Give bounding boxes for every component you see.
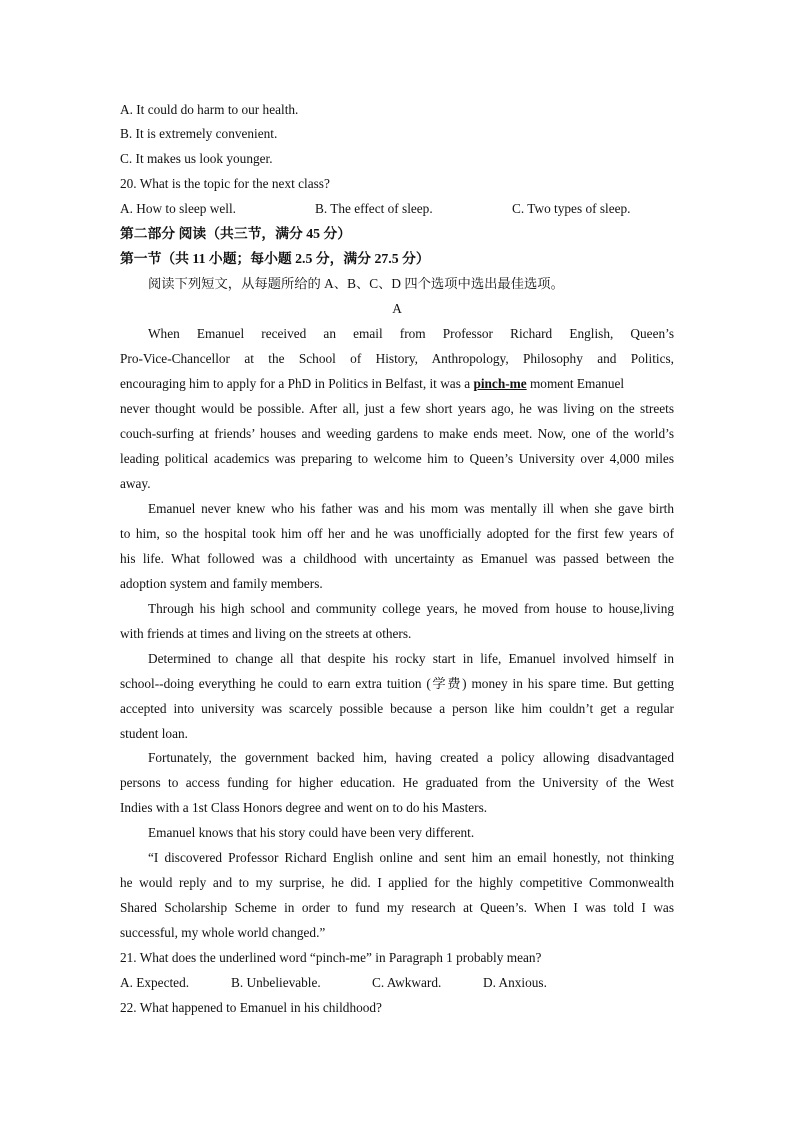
- q20-option-c: C. Two types of sleep.: [512, 201, 631, 216]
- p2-line-2: to him, so the hospital took him off her and he was unofficially adopted for the first few years of: [120, 526, 674, 541]
- q19-option-c: C. It makes us look younger.: [120, 151, 273, 166]
- p1-line-2: Pro-Vice-Chancellor at the School of History, Anthropology, Philosophy and Politics,: [120, 351, 674, 366]
- q21-options: [120, 970, 674, 995]
- p3-line-1: Through his high school and community college years, he moved from house to house,living: [148, 601, 674, 616]
- q20-option-b: B. The effect of sleep.: [315, 201, 433, 216]
- q21-option-c: C. Awkward.: [372, 975, 442, 990]
- reading-instruction: 阅读下列短文，从每题所给的 A、B、C、D 四个选项中选出最佳选项。: [148, 276, 564, 291]
- q21-option-b: B. Unbelievable.: [231, 975, 321, 990]
- pinch-me-underlined-word: pinch-me: [473, 376, 527, 391]
- p1-line-6: leading political academics was preparing to welcome him to Queen’s University over 4,000 miles: [120, 451, 674, 466]
- p1-line-3-text: encouraging him to apply for a PhD in Politics in Belfast, it was a: [120, 376, 471, 391]
- q22-question: 22. What happened to Emanuel in his childhood?: [120, 1000, 382, 1015]
- q21-option-a: A. Expected.: [120, 975, 190, 990]
- p1-line-7: away.: [120, 476, 151, 491]
- q19-option-a: A. It could do harm to our health.: [120, 102, 299, 117]
- p5-line-2: persons to access funding for higher education. He graduated from the University of the West: [120, 775, 674, 790]
- p1-line-3-tail: moment Emanuel: [529, 376, 625, 391]
- q21-question: 21. What does the underlined word “pinch-me” in Paragraph 1 probably mean?: [120, 950, 542, 965]
- section-title: 第一节（共 11 小题；每小题 2.5 分，满分 27.5 分）: [120, 251, 430, 266]
- p2-line-1: Emanuel never knew who his father was and his mom was mentally ill when she gave birth: [148, 501, 674, 516]
- p5-line-3: Indies with a 1st Class Honors degree and went on to do his Masters.: [120, 800, 488, 815]
- q20-option-a: A. How to sleep well.: [120, 201, 236, 216]
- p4-line-4: student loan.: [120, 726, 188, 741]
- p1-line-5: couch-surfing at friends’ houses and weeding gardens to make ends meet. Now, one of the world’s: [120, 426, 674, 441]
- part-title: 第二部分 阅读（共三节，满分 45 分）: [120, 226, 352, 241]
- p3-line-2: with friends at times and living on the streets at others.: [120, 626, 412, 641]
- p7-line-2: he would reply and to my surprise, he did. I applied for the highly competitive Commonwealth: [120, 875, 674, 890]
- p4-line-1: Determined to change all that despite his rocky start in life, Emanuel involved himself in: [148, 651, 674, 666]
- p6-line-1: Emanuel knows that his story could have been very different.: [148, 825, 475, 840]
- passage-label: A: [392, 301, 402, 316]
- p7-line-1: “I discovered Professor Richard English online and sent him an email honestly, not thinking: [148, 850, 674, 865]
- p2-line-3: his life. What followed was a childhood with uncertainty as Emanuel was passed between the: [120, 551, 674, 566]
- q19-option-b: B. It is extremely convenient.: [120, 126, 278, 141]
- q20-question: 20. What is the topic for the next class?: [120, 176, 330, 191]
- p1-line-4: never thought would be possible. After all, just a few short years ago, he was living on the streets: [120, 401, 674, 416]
- p2-line-4: adoption system and family members.: [120, 576, 323, 591]
- p4-line-3: accepted into university was scarcely possible because a person like him couldn’t get a regular: [120, 701, 674, 716]
- q21-option-d: D. Anxious.: [483, 975, 547, 990]
- p5-line-1: Fortunately, the government backed him, having created a policy allowing disadvantaged: [148, 750, 674, 765]
- p4-line-2: school--doing everything he could to earn extra tuition (学费) money in his spare time. But getting: [120, 676, 674, 691]
- p7-line-4: successful, my whole world changed.”: [120, 925, 326, 940]
- p1-line-1: When Emanuel received an email from Professor Richard English, Queen’s: [148, 326, 674, 341]
- p1-line-3: [120, 371, 674, 396]
- p7-line-3: Shared Scholarship Scheme in order to fund my research at Queen’s. When I was told I was: [120, 900, 674, 915]
- q20-options: [120, 196, 674, 221]
